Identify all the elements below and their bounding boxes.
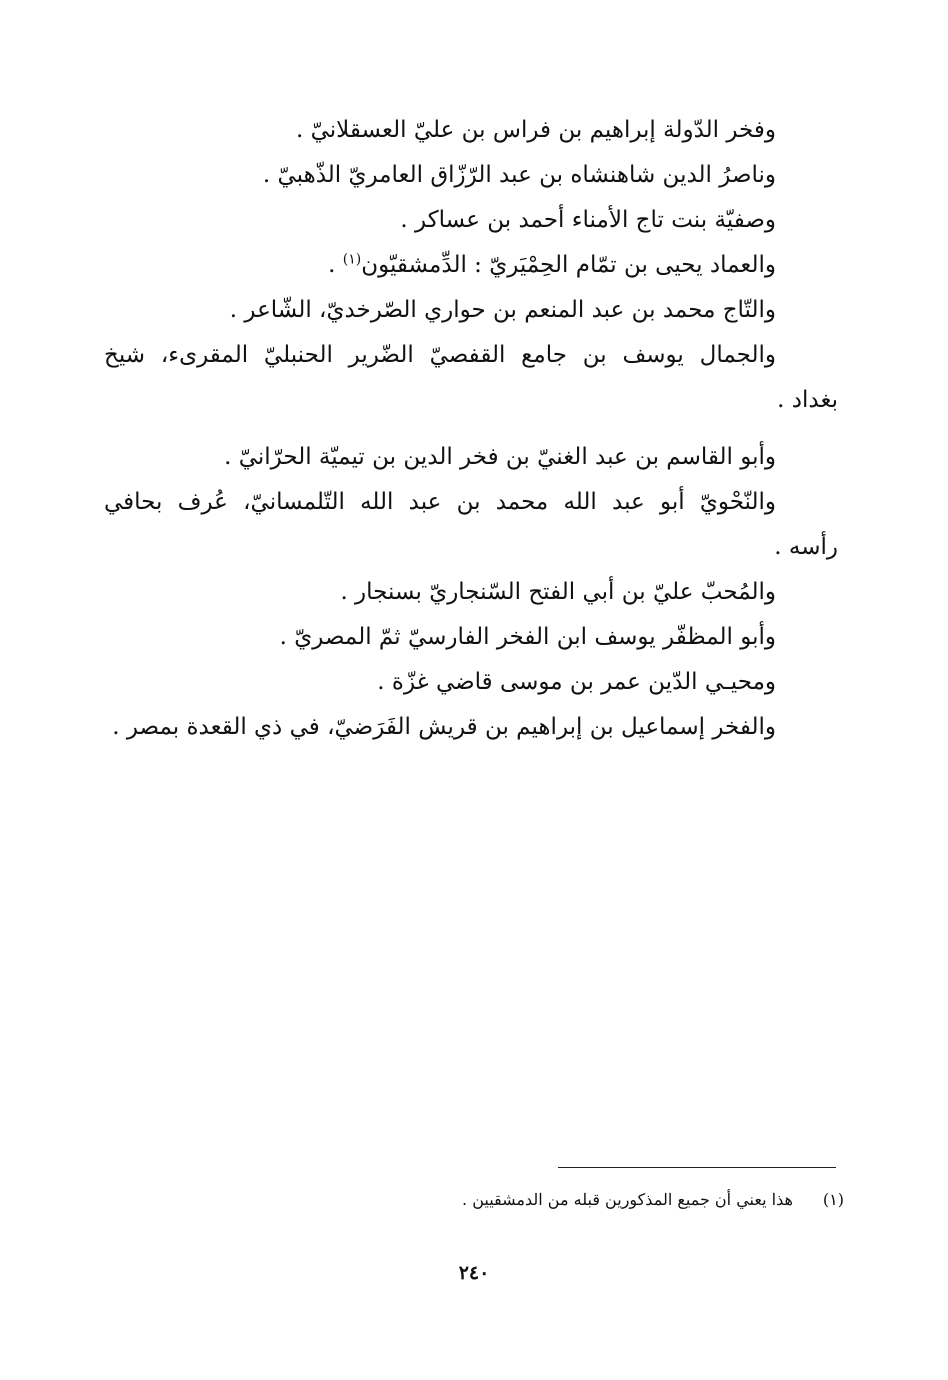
text-line: وصفيّة بنت تاج الأمناء أحمد بن عساكر . (400, 207, 776, 233)
footnote-text: هذا يعني أن جميع المذكورين قبله من الدمشقيين . (462, 1190, 793, 1209)
text-line: وفخر الدّولة إبراهيم بن فراس بن عليّ العسقلانيّ . (295, 117, 776, 143)
page-number: ٢٤٠ (458, 1262, 490, 1284)
text-line: والنّحْويّ أبو عبد الله محمد بن عبد الله التّلمسانيّ، عُرف بحافي (104, 489, 776, 515)
text-line: والتّاج محمد بن عبد المنعم بن حواري الصّرخديّ، الشّاعر . (229, 297, 776, 323)
text-line: وأبو المظفّر يوسف ابن الفخر الفارسيّ ثمّ المصريّ . (279, 624, 776, 650)
text-line-end: . (328, 252, 336, 278)
footnote (344, 1186, 844, 1214)
text-line: وأبو القاسم بن عبد الغنيّ بن فخر الدين بن تيميّة الحرّانيّ . (224, 444, 776, 470)
entry-paragraph (104, 198, 776, 243)
text-line: وناصرُ الدين شاهنشاه بن عبد الرّزّاق العامريّ الذّهبيّ . (262, 162, 776, 188)
entry-paragraph (104, 660, 776, 705)
text-line: والعماد يحيى بن تمّام الحِمْيَريّ : الدِّمشقيّون (361, 252, 776, 278)
entry-paragraph (104, 480, 838, 570)
text-line-continuation: رأسه . (774, 534, 838, 560)
entry-paragraph (104, 288, 776, 333)
text-line: ومحيـي الدّين عمر بن موسى قاضي غزّة . (377, 669, 776, 695)
entry-paragraph (104, 615, 776, 660)
main-text (104, 108, 838, 750)
text-line: والفخر إسماعيل بن إبراهيم بن قريش الفَرَضيّ، في ذي القعدة بمصر . (112, 714, 776, 740)
footnote-reference[interactable]: (١) (342, 251, 362, 268)
entry-paragraph (104, 435, 776, 480)
text-line-continuation: بغداد . (777, 387, 838, 413)
entry-paragraph (104, 705, 776, 750)
entry-paragraph (104, 108, 776, 153)
text-line: والمُحبّ عليّ بن أبي الفتح السّنجاريّ بسنجار . (340, 579, 776, 605)
text-line: والجمال يوسف بن جامع القفصيّ الضّرير الحنبليّ المقرىء، شيخ (104, 342, 776, 368)
footnote-separator (558, 1167, 836, 1168)
entry-paragraph (104, 333, 838, 423)
footnote-marker: (١) (822, 1190, 844, 1209)
entry-paragraph (104, 243, 776, 288)
entry-paragraph (104, 570, 776, 615)
entry-paragraph (104, 153, 776, 198)
